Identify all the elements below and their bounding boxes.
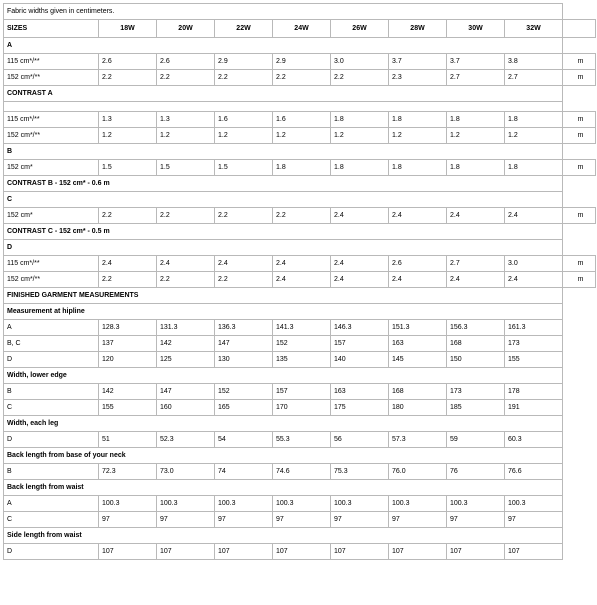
value-cell: 51 [99,432,157,448]
sizes-header-row [4,20,596,38]
value-cell: 2.4 [505,272,563,288]
value-cell: 173 [505,336,563,352]
table-row [4,208,596,224]
value-cell: 107 [157,544,215,560]
value-cell: 2.4 [447,208,505,224]
row-label: 152 cm* [4,208,99,224]
table-row [4,336,596,352]
row-label: D [4,544,99,560]
value-cell: 100.3 [157,496,215,512]
row-label: 152 cm*/** [4,128,99,144]
value-cell: 178 [505,384,563,400]
empty-cell [563,448,596,464]
sizes-label: SIZES [4,20,99,38]
empty-cell [563,512,596,528]
section-header-row [4,144,596,160]
value-cell: 97 [273,512,331,528]
measurement-heading-row [4,416,596,432]
measurement-title: Back length from base of your neck [4,448,563,464]
size-header: 32W [505,20,563,38]
value-cell: 161.3 [505,320,563,336]
value-cell: 107 [447,544,505,560]
value-cell: 2.2 [99,272,157,288]
value-cell: 74.6 [273,464,331,480]
table-row [4,70,596,86]
value-cell: 60.3 [505,432,563,448]
empty-cell [563,480,596,496]
size-header: 28W [389,20,447,38]
value-cell: 2.4 [447,272,505,288]
value-cell: 97 [157,512,215,528]
value-cell: 130 [215,352,273,368]
value-cell: 1.8 [447,160,505,176]
value-cell: 72.3 [99,464,157,480]
empty-cell [563,86,596,102]
value-cell: 145 [389,352,447,368]
table-row [4,160,596,176]
empty-cell [563,102,596,112]
row-label: 152 cm*/** [4,272,99,288]
value-cell: 157 [331,336,389,352]
value-cell: 2.2 [215,208,273,224]
value-cell: 168 [389,384,447,400]
table-row [4,352,596,368]
value-cell: 2.4 [505,208,563,224]
value-cell: 1.8 [389,160,447,176]
value-cell: 2.2 [99,70,157,86]
value-cell: 1.8 [505,112,563,128]
value-cell: 1.5 [157,160,215,176]
empty-cell [563,368,596,384]
table-row [4,128,596,144]
unit-cell: m [563,112,596,128]
value-cell: 163 [331,384,389,400]
value-cell: 1.8 [331,160,389,176]
value-cell: 2.6 [389,256,447,272]
table-row [4,512,596,528]
unit-cell: m [563,128,596,144]
value-cell: 97 [447,512,505,528]
empty-cell [563,336,596,352]
value-cell: 147 [215,336,273,352]
value-cell: 75.3 [331,464,389,480]
value-cell: 107 [331,544,389,560]
value-cell: 52.3 [157,432,215,448]
empty-cell [563,384,596,400]
value-cell: 136.3 [215,320,273,336]
value-cell: 1.8 [273,160,331,176]
measurement-heading-row [4,528,596,544]
section-header-row [4,176,596,192]
value-cell: 1.5 [99,160,157,176]
value-cell: 1.2 [215,128,273,144]
size-header: 22W [215,20,273,38]
value-cell: 142 [157,336,215,352]
unit-cell: m [563,160,596,176]
value-cell: 54 [215,432,273,448]
row-label: A [4,496,99,512]
value-cell: 55.3 [273,432,331,448]
value-cell: 152 [215,384,273,400]
value-cell: 2.6 [157,54,215,70]
value-cell: 2.4 [99,256,157,272]
value-cell: 107 [215,544,273,560]
size-header: 20W [157,20,215,38]
note-row [4,4,596,20]
empty-cell [563,288,596,304]
value-cell: 74 [215,464,273,480]
value-cell: 1.2 [99,128,157,144]
empty-cell [563,544,596,560]
value-cell: 155 [99,400,157,416]
unit-cell: m [563,208,596,224]
value-cell: 2.7 [447,256,505,272]
value-cell: 2.4 [273,256,331,272]
value-cell: 2.2 [157,208,215,224]
value-cell: 3.7 [447,54,505,70]
value-cell: 1.8 [331,112,389,128]
section-title: CONTRAST B - 152 cm* - 0.6 m [4,176,563,192]
row-label: 115 cm*/** [4,256,99,272]
size-header: 18W [99,20,157,38]
section-title: A [4,38,563,54]
value-cell: 76.6 [505,464,563,480]
value-cell: 151.3 [389,320,447,336]
value-cell: 1.2 [389,128,447,144]
value-cell: 97 [331,512,389,528]
value-cell: 2.4 [331,208,389,224]
value-cell: 1.5 [215,160,273,176]
value-cell: 107 [389,544,447,560]
value-cell: 170 [273,400,331,416]
value-cell: 2.7 [505,70,563,86]
empty-cell [563,352,596,368]
value-cell: 1.3 [157,112,215,128]
value-cell: 2.6 [99,54,157,70]
measurement-title: Measurement at hipline [4,304,563,320]
value-cell: 3.0 [505,256,563,272]
value-cell: 2.4 [389,208,447,224]
unit-cell: m [563,70,596,86]
row-label: C [4,400,99,416]
value-cell: 100.3 [273,496,331,512]
value-cell: 163 [389,336,447,352]
value-cell: 107 [99,544,157,560]
value-cell: 2.2 [273,70,331,86]
empty-cell [563,240,596,256]
value-cell: 1.8 [505,160,563,176]
table-row [4,496,596,512]
value-cell: 1.2 [273,128,331,144]
value-cell: 165 [215,400,273,416]
section-title: B [4,144,563,160]
value-cell: 152 [273,336,331,352]
value-cell: 2.4 [157,256,215,272]
row-label: B [4,384,99,400]
value-cell: 147 [157,384,215,400]
value-cell: 157 [273,384,331,400]
empty-cell [563,320,596,336]
value-cell: 1.2 [157,128,215,144]
value-cell: 1.2 [331,128,389,144]
value-cell: 156.3 [447,320,505,336]
empty-cell [563,400,596,416]
measurement-heading-row [4,480,596,496]
value-cell: 76 [447,464,505,480]
section-header-row [4,224,596,240]
value-cell: 100.3 [331,496,389,512]
value-cell: 100.3 [389,496,447,512]
value-cell: 107 [273,544,331,560]
row-label: 115 cm*/** [4,112,99,128]
unit-cell: m [563,54,596,70]
measurement-title: Side length from waist [4,528,563,544]
table-row [4,272,596,288]
value-cell: 2.3 [389,70,447,86]
spacer-cell [4,102,563,112]
empty-cell [563,38,596,54]
empty-cell [563,432,596,448]
row-label: B [4,464,99,480]
value-cell: 1.8 [389,112,447,128]
value-cell: 140 [331,352,389,368]
value-cell: 1.2 [447,128,505,144]
size-header: 26W [331,20,389,38]
value-cell: 2.2 [331,70,389,86]
value-cell: 2.9 [215,54,273,70]
value-cell: 137 [99,336,157,352]
value-cell: 125 [157,352,215,368]
table-row [4,384,596,400]
value-cell: 97 [99,512,157,528]
empty-cell [563,192,596,208]
section-header-row [4,86,596,102]
fabric-width-note: Fabric widths given in centimeters. [4,4,563,20]
spacer-row [4,102,596,112]
row-label: B, C [4,336,99,352]
value-cell: 100.3 [447,496,505,512]
value-cell: 2.9 [273,54,331,70]
value-cell: 2.2 [99,208,157,224]
value-cell: 2.4 [331,272,389,288]
value-cell: 73.0 [157,464,215,480]
empty-cell [563,496,596,512]
value-cell: 76.0 [389,464,447,480]
section-header-row [4,288,596,304]
row-label: D [4,432,99,448]
value-cell: 2.2 [215,70,273,86]
empty-cell [563,176,596,192]
value-cell: 2.2 [273,208,331,224]
value-cell: 2.4 [215,256,273,272]
value-cell: 185 [447,400,505,416]
value-cell: 97 [505,512,563,528]
value-cell: 155 [505,352,563,368]
yardage-table [3,3,596,560]
value-cell: 150 [447,352,505,368]
section-header-row [4,38,596,54]
value-cell: 97 [215,512,273,528]
table-row [4,54,596,70]
measurement-title: Width, lower edge [4,368,563,384]
row-label: A [4,320,99,336]
size-header: 30W [447,20,505,38]
value-cell: 1.6 [273,112,331,128]
measurement-heading-row [4,368,596,384]
value-cell: 168 [447,336,505,352]
section-title: CONTRAST A [4,86,563,102]
measurement-heading-row [4,448,596,464]
table-row [4,544,596,560]
value-cell: 2.7 [447,70,505,86]
section-header-row [4,192,596,208]
value-cell: 100.3 [99,496,157,512]
value-cell: 142 [99,384,157,400]
value-cell: 97 [389,512,447,528]
row-label: C [4,512,99,528]
table-row [4,112,596,128]
value-cell: 191 [505,400,563,416]
value-cell: 2.2 [157,272,215,288]
value-cell: 1.8 [447,112,505,128]
row-label: 115 cm*/** [4,54,99,70]
value-cell: 175 [331,400,389,416]
value-cell: 100.3 [505,496,563,512]
table-row [4,464,596,480]
value-cell: 100.3 [215,496,273,512]
table-row [4,432,596,448]
section-title: FINISHED GARMENT MEASUREMENTS [4,288,563,304]
value-cell: 2.2 [215,272,273,288]
value-cell: 160 [157,400,215,416]
empty-cell [563,224,596,240]
value-cell: 128.3 [99,320,157,336]
table-row [4,320,596,336]
measurement-title: Back length from waist [4,480,563,496]
value-cell: 59 [447,432,505,448]
section-header-row [4,240,596,256]
table-row [4,256,596,272]
value-cell: 1.2 [505,128,563,144]
value-cell: 57.3 [389,432,447,448]
value-cell: 2.4 [389,272,447,288]
value-cell: 180 [389,400,447,416]
value-cell: 1.6 [215,112,273,128]
value-cell: 135 [273,352,331,368]
empty-cell [563,464,596,480]
size-header: 24W [273,20,331,38]
value-cell: 56 [331,432,389,448]
value-cell: 1.3 [99,112,157,128]
unit-cell: m [563,272,596,288]
empty-cell [563,304,596,320]
value-cell: 120 [99,352,157,368]
measurement-heading-row [4,304,596,320]
table-body [4,4,596,560]
table-row [4,400,596,416]
section-title: CONTRAST C - 152 cm* - 0.5 m [4,224,563,240]
value-cell: 3.8 [505,54,563,70]
section-title: D [4,240,563,256]
row-label: 152 cm* [4,160,99,176]
unit-cell: m [563,256,596,272]
value-cell: 3.7 [389,54,447,70]
row-label: 152 cm*/** [4,70,99,86]
value-cell: 107 [505,544,563,560]
measurement-title: Width, each leg [4,416,563,432]
value-cell: 131.3 [157,320,215,336]
value-cell: 2.4 [273,272,331,288]
empty-cell [563,416,596,432]
value-cell: 2.2 [157,70,215,86]
value-cell: 141.3 [273,320,331,336]
section-title: C [4,192,563,208]
value-cell: 146.3 [331,320,389,336]
empty-cell [563,528,596,544]
value-cell: 2.4 [331,256,389,272]
value-cell: 3.0 [331,54,389,70]
empty-cell [563,144,596,160]
value-cell: 173 [447,384,505,400]
row-label: D [4,352,99,368]
